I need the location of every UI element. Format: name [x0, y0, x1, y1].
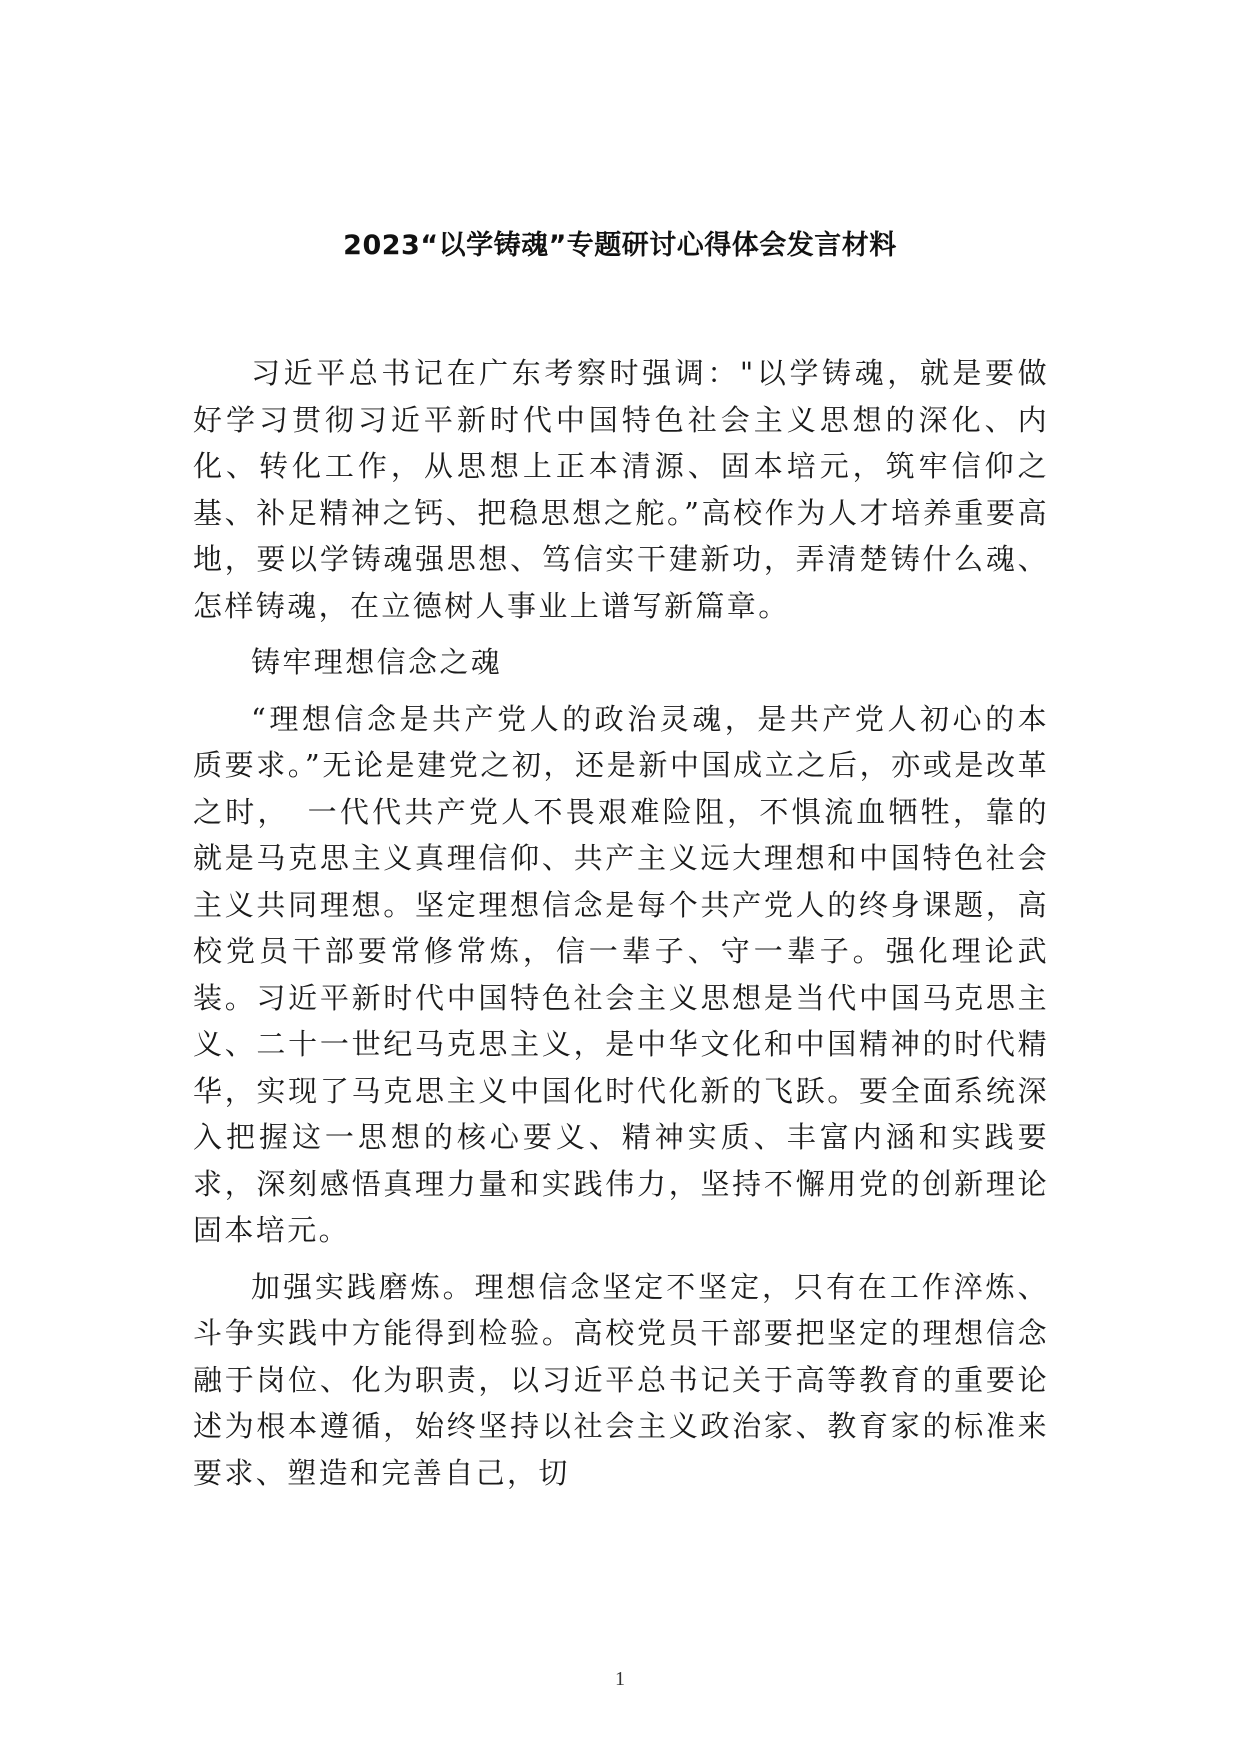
document-body	[193, 350, 1049, 1506]
section-heading: 铸牢理想信念之魂	[251, 645, 503, 679]
paragraph-intro: 习近平总书记在广东考察时强调："以学铸魂，就是要做好学习贯彻习近平新时代中国特色社会主义思想的深化、内化、转化工作，从思想上正本清源、固本培元，筑牢信仰之基、补足精神之钙、把稳思想之舵。”高校作为人才培养重要高地，要以学铸魂强思想、笃信实干建新功，弄清楚铸什么魂、怎样铸魂，在立德树人事业上谱写新篇章。	[193, 356, 1049, 623]
document-title: 2023“以学铸魂”专题研讨心得体会发言材料	[343, 230, 897, 261]
paragraph-practice: 加强实践磨炼。理想信念坚定不坚定，只有在工作淬炼、斗争实践中方能得到检验。高校党员干部要把坚定的理想信念融于岗位、化为职责，以习近平总书记关于高等教育的重要论述为根本遵循，始终坚持以社会主义政治家、教育家的标准来要求、塑造和完善自己，切	[193, 1269, 1049, 1490]
page-number: 1	[615, 1668, 625, 1690]
paragraph-ideals: “理想信念是共产党人的政治灵魂，是共产党人初心的本质要求。”无论是建党之初，还是新中国成立之后，亦或是改革之时， 一代代共产党人不畏艰难险阻，不惧流血牺牲，靠的就是马克思主义真理信仰、共产主义远大理想和中国特色社会主义共同理想。坚定理想信念是每个共产党人的终身课题，高校党员干部要常修常炼，信一辈子、守一辈子。强化理论武装。习近平新时代中国特色社会主义思想是当代中国马克思主义、二十一世纪马克思主义，是中华文化和中国精神的时代精华，实现了马克思主义中国化时代化新的飞跃。要全面系统深入把握这一思想的核心要义、精神实质、丰富内涵和实践要求，深刻感悟真理力量和实践伟力，坚持不懈用党的创新理论固本培元。	[193, 701, 1049, 1247]
